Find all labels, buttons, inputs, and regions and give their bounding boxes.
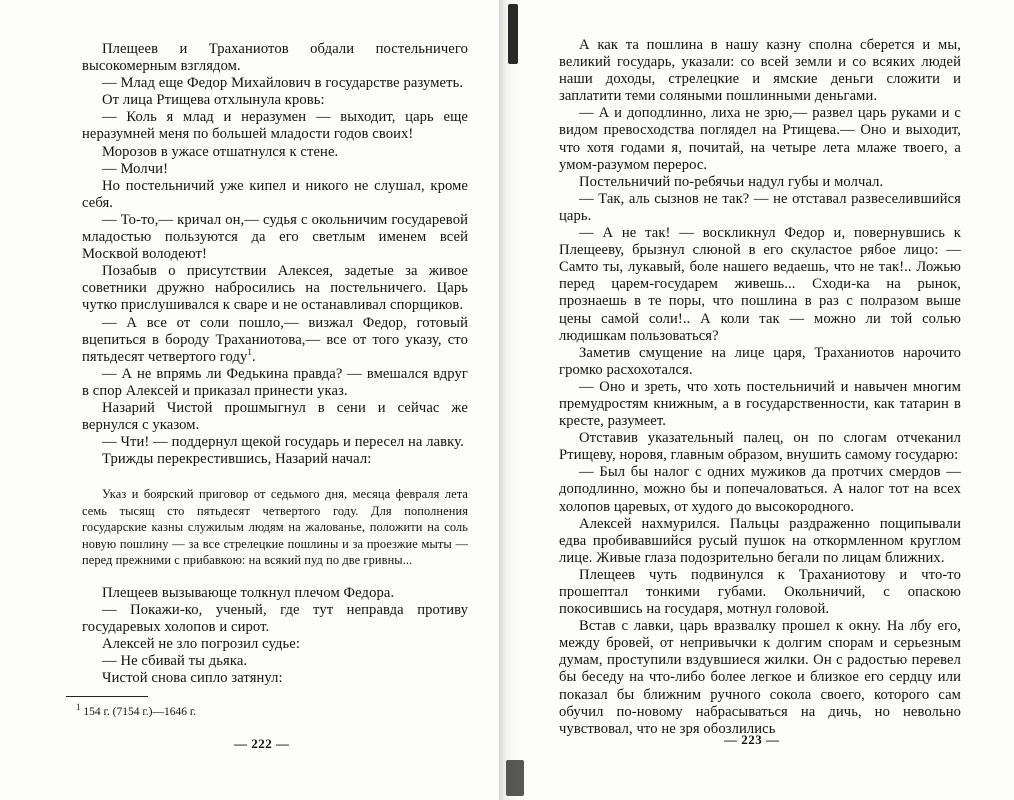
- paragraph: От лица Ртищева отхлынула кровь:: [102, 92, 325, 109]
- footnote-ref[interactable]: 1: [247, 346, 252, 357]
- page-number: — 222 —: [234, 736, 290, 751]
- paragraph: Отставив указательный палец, он по слогам отчеканил Ртищеву, норовя, главным образом, внушить самому государю:: [559, 430, 961, 464]
- paragraph: Алексей нахмурился. Пальцы раздраженно пощипывали едва пробивавшийся русый пушок на откормленном круглом лице. Живые глаза подозрительно бегали по лицам ближних.: [559, 515, 961, 566]
- paragraph: — Так, аль сызнов не так? — не отставал развеселившийся царь.: [559, 190, 961, 224]
- paragraph: — То-то,— кричал он,— судья с окольничим государевой младостью пользуются да его светлым именем всей Москвой володеют!: [82, 211, 468, 263]
- left-page-text: [82, 41, 468, 687]
- paragraph: Заметив смущение на лице царя, Траханиотов нарочито громко расхохотался.: [559, 344, 961, 378]
- paragraph: — Млад еще Федор Михайлович в государстве разуметь.: [102, 75, 464, 92]
- footnote-text: 154 г. (7154 г.)—1646 г.: [83, 706, 197, 718]
- paragraph: Плещеев вызывающе толкнул плечом Федора.: [102, 584, 395, 601]
- paragraph: — Молчи!: [102, 160, 169, 177]
- right-page: [500, 0, 1014, 800]
- paragraph: А как та пошлина в нашу казну сполна сберется и мы, великий государь, указали: со всей земли и со всяких людей наши доходы, стрелецкие и ямские деньги сложити и заплатити теми соляными пошлинными деньгами.: [559, 37, 961, 105]
- document-quote: Указ и боярский приговор от седьмого дня, месяца февраля лета семь тысящ сто пятьдесят четвертого году. Для пополнения государские казны служилым людям на жалованье, положити на соль новую пошлину — за все стрелецкие пошлины и за проезжие мыты — перед прежними с прибавкою: на всякий пуд по две гривны...: [82, 487, 468, 568]
- paragraph: — А и доподлинно, лиха не зрю,— развел царь руками и с видом превосходства поглядел на Ртищева.— Оно и выходит, что хотя годами я, почитай, на четыре лета млаже твоего, а умом-разумом перерос.: [559, 105, 961, 173]
- paragraph: — Покажи-ко, ученый, где тут неправда противу государевых холопов и сирот.: [82, 601, 468, 636]
- paragraph: — А не так! — воскликнул Федор и, повернувшись к Плещееву, брызнул слюной в его скуластое рябое лицо: — Самто ты, лукавый, боле нашего ведаешь, что не так!.. Ложью перед царем-государем живешь... Сходи-ка на рынок, прознаешь в те поры, что пошлина в раз с полразом выше цены самой соли!.. А коли так — можно ли той солью людишкам пользоваться?: [559, 225, 961, 344]
- paragraph: Но постельничий уже кипел и никого не слушал, кроме себя.: [82, 177, 468, 211]
- right-page-text: [559, 37, 961, 738]
- footnote-divider: [66, 696, 148, 697]
- page-number: — 223 —: [724, 732, 780, 747]
- paragraph-with-footnote-ref: — А все от соли пошло,— визжал Федор, готовый вцепиться в бороду Траханиотова,— все от того указу, сто пятьдесят четвертого году$^1$.: [82, 314, 468, 365]
- paragraph: Позабыв о присутствии Алексея, задетые за живое советники дружно набросились на постельничего. Царь чутко прислушивался к сваре и не останавливал спорщиков.: [82, 263, 468, 314]
- paragraph: — А не впрямь ли Федькина правда? — вмешался вдруг в спор Алексей и приказал принести указ.: [82, 365, 468, 399]
- paragraph: Назарий Чистой прошмыгнул в сени и сейчас же вернулся с указом.: [82, 399, 468, 434]
- paragraph: — А все от соли пошло,— визжал Федор, готовый вцепиться в бороду Траханиотова,— все от того указу, сто пятьдесят четвертого году: [82, 314, 468, 365]
- paragraph: Плещеев и Траханиотов обдали постельничего высокомерным взглядом.: [82, 41, 468, 75]
- paragraph: — Чти! — поддернул щекой государь и пересел на лавку.: [102, 434, 464, 451]
- paragraph: Алексей не зло погрозил судье:: [102, 636, 301, 653]
- paragraph: — Был бы налог с одних мужиков да протчих смердов — доподлинно, можно бы и попечаловаться. А налог тот на всех холопов царевых, от худого до высокородного.: [559, 464, 961, 515]
- paragraph: Постельничий по-ребячьи надул губы и молчал.: [579, 173, 884, 190]
- paragraph: — Не сбивай ты дьяка.: [102, 653, 248, 670]
- left-page: [0, 0, 500, 800]
- paragraph: Трижды перекрестившись, Назарий начал:: [102, 451, 372, 468]
- paragraph: Чистой снова сипло затянул:: [102, 670, 283, 687]
- paragraph: Морозов в ужасе отшатнулся к стене.: [102, 143, 339, 160]
- footnote: [76, 702, 197, 719]
- paragraph: Встав с лавки, царь вразвалку прошел к окну. На лбу его, между бровей, от непривычки к долгим спорам и серьезным думам, проступили вздувшиеся жилки. Он с радостью перевел бы беседу на что-либо более легкое и близкое его сердцу или показал бы ближним ручного сокола своего, которого сам обучил по-новому набрасываться на дичь, но невольно чувствовал, что не зря обозлились: [559, 618, 961, 737]
- paragraph: — Коль я млад и неразумен — выходит, царь еще неразумней меня по большей младости годов своих!: [82, 109, 468, 143]
- footnote-mark: 1: [76, 702, 81, 713]
- paragraph: — Оно и зреть, что хоть постельничий и навычен многим премудростям книжным, а в государственности, как татарин в кресте, разумеет.: [559, 378, 961, 430]
- paragraph: Плещеев чуть подвинулся к Траханиотову и что-то прошептал тонкими губами. Окольничий, с опаскою покосившись на государя, мотнул головой.: [559, 566, 961, 618]
